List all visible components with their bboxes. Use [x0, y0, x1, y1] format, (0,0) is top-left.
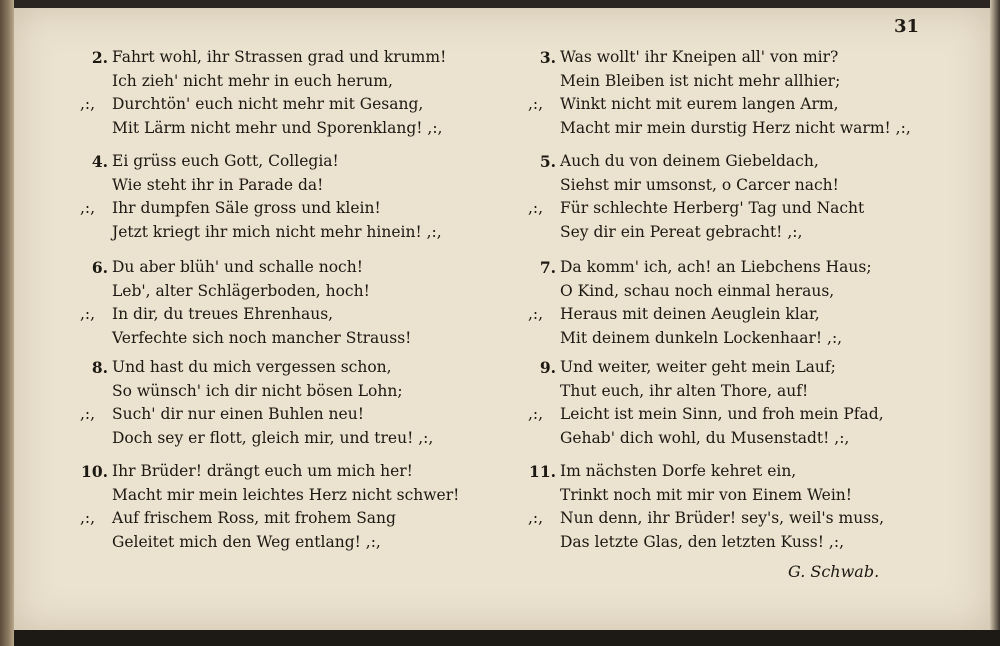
- book-spine: [0, 0, 14, 646]
- stanza-number: 3.: [539, 48, 556, 67]
- line-text: Heraus mit deinen Aeuglein klar,: [560, 305, 820, 323]
- repeat-mark: ,:,: [528, 199, 544, 217]
- page-edge: [990, 0, 1000, 646]
- line-text: Trinkt noch mit mir von Einem Wein!: [560, 485, 853, 504]
- stanza-line: [80, 174, 510, 198]
- line-text: Macht mir mein durstig Herz nicht warm! ,:,: [560, 118, 911, 137]
- line-text: Leicht ist mein Sinn, und froh mein Pfad,: [560, 405, 884, 423]
- stanza-line: [528, 174, 958, 198]
- stanza-line: [80, 531, 510, 555]
- stanza-line: [80, 356, 510, 380]
- stanza-7: [528, 256, 958, 350]
- line-text: Das letzte Glas, den letzten Kuss! ,:,: [560, 532, 844, 551]
- stanza-line: [528, 303, 958, 327]
- line-text: Winkt nicht mit eurem langen Arm,: [560, 95, 839, 113]
- stanza-line: [80, 256, 510, 280]
- repeat-mark: ,:,: [528, 95, 544, 113]
- stanza-number: 10.: [81, 462, 108, 481]
- stanza-line: [528, 197, 958, 221]
- stanza-line: [80, 403, 510, 427]
- stanza-line: [80, 197, 510, 221]
- stanza-line: [80, 460, 510, 484]
- stanza-line: [528, 484, 958, 508]
- author-signature: G. Schwab.: [788, 562, 880, 581]
- repeat-mark: ,:,: [80, 199, 96, 217]
- repeat-mark: ,:,: [528, 405, 544, 423]
- repeat-mark: ,:,: [80, 305, 96, 323]
- stanza-number: 2.: [91, 48, 108, 67]
- stanza-line: [528, 70, 958, 94]
- stanza-line: [528, 150, 958, 174]
- stanza-5: [528, 150, 958, 244]
- stanza-line: [80, 303, 510, 327]
- page-number: 31: [894, 16, 920, 37]
- stanza-line: [80, 221, 510, 245]
- line-text: Mein Bleiben ist nicht mehr allhier;: [560, 71, 841, 90]
- line-text: Im nächsten Dorfe kehret ein,: [560, 462, 797, 480]
- repeat-mark: ,:,: [80, 509, 96, 527]
- stanza-line: [528, 403, 958, 427]
- stanza-number: 4.: [91, 152, 108, 171]
- stanza-line: [528, 221, 958, 245]
- stanza-4: [80, 150, 510, 244]
- line-text: Für schlechte Herberg' Tag und Nacht: [560, 199, 865, 217]
- stanza-line: [528, 380, 958, 404]
- line-text: Gehab' dich wohl, du Musenstadt! ,:,: [560, 428, 850, 447]
- stanza-number: 7.: [539, 258, 556, 277]
- line-text: Ich zieh' nicht mehr in euch herum,: [112, 71, 393, 90]
- stanza-line: [528, 507, 958, 531]
- line-text: Such' dir nur einen Buhlen neu!: [112, 405, 364, 423]
- line-text: Mit deinem dunkeln Lockenhaar! ,:,: [560, 328, 843, 347]
- line-text: Ei grüss euch Gott, Collegia!: [112, 152, 339, 170]
- repeat-mark: ,:,: [528, 305, 544, 323]
- line-text: Fahrt wohl, ihr Strassen grad und krumm!: [112, 48, 447, 66]
- stanza-line: [528, 460, 958, 484]
- line-text: So wünsch' ich dir nicht bösen Lohn;: [112, 381, 403, 400]
- stanza-8: [80, 356, 510, 450]
- stanza-line: [80, 327, 510, 351]
- page-bottom-edge: [14, 630, 1000, 646]
- line-text: Mit Lärm nicht mehr und Sporenklang! ,:,: [112, 118, 443, 137]
- line-text: Thut euch, ihr alten Thore, auf!: [560, 381, 809, 400]
- line-text: Jetzt kriegt ihr mich nicht mehr hinein! ,:,: [112, 222, 442, 241]
- stanza-line: [528, 531, 958, 555]
- stanza-line: [80, 70, 510, 94]
- stanza-line: [528, 327, 958, 351]
- stanza-line: [528, 256, 958, 280]
- stanza-number: 5.: [539, 152, 556, 171]
- stanza-line: [80, 427, 510, 451]
- stanza-line: [80, 484, 510, 508]
- stanza-line: [80, 117, 510, 141]
- stanza-line: [80, 93, 510, 117]
- line-text: Durchtön' euch nicht mehr mit Gesang,: [112, 95, 424, 113]
- line-text: Auch du von deinem Giebeldach,: [560, 152, 819, 170]
- line-text: O Kind, schau noch einmal heraus,: [560, 281, 835, 300]
- line-text: Leb', alter Schlägerboden, hoch!: [112, 281, 370, 300]
- stanza-number: 9.: [539, 358, 556, 377]
- repeat-mark: ,:,: [80, 95, 96, 113]
- line-text: Wie steht ihr in Parade da!: [112, 175, 324, 194]
- stanza-number: 8.: [91, 358, 108, 377]
- line-text: Nun denn, ihr Brüder! sey's, weil's muss,: [560, 509, 885, 527]
- stanza-2: [80, 46, 510, 140]
- stanza-line: [528, 356, 958, 380]
- stanza-line: [80, 46, 510, 70]
- line-text: Ihr Brüder! drängt euch um mich her!: [112, 462, 413, 480]
- stanza-line: [80, 380, 510, 404]
- stanza-number: 11.: [529, 462, 556, 481]
- stanza-line: [528, 427, 958, 451]
- line-text: Du aber blüh' und schalle noch!: [112, 258, 363, 276]
- stanza-line: [528, 117, 958, 141]
- stanza-line: [80, 150, 510, 174]
- line-text: Ihr dumpfen Säle gross und klein!: [112, 199, 381, 217]
- line-text: Macht mir mein leichtes Herz nicht schwer!: [112, 485, 460, 504]
- stanza-6: [80, 256, 510, 350]
- line-text: Auf frischem Ross, mit frohem Sang: [112, 509, 396, 527]
- line-text: In dir, du treues Ehrenhaus,: [112, 305, 334, 323]
- line-text: Geleitet mich den Weg entlang! ,:,: [112, 532, 381, 551]
- stanza-3: [528, 46, 958, 140]
- stanza-10: [80, 460, 510, 554]
- stanza-line: [80, 507, 510, 531]
- line-text: Und weiter, weiter geht mein Lauf;: [560, 358, 836, 376]
- repeat-mark: ,:,: [528, 509, 544, 527]
- line-text: Sey dir ein Pereat gebracht! ,:,: [560, 222, 803, 241]
- stanza-number: 6.: [91, 258, 108, 277]
- stanza-line: [528, 93, 958, 117]
- stanza-11: [528, 460, 958, 554]
- stanza-line: [80, 280, 510, 304]
- line-text: Und hast du mich vergessen schon,: [112, 358, 392, 376]
- line-text: Doch sey er flott, gleich mir, und treu! ,:,: [112, 428, 434, 447]
- line-text: Was wollt' ihr Kneipen all' von mir?: [560, 48, 839, 66]
- line-text: Da komm' ich, ach! an Liebchens Haus;: [560, 258, 872, 276]
- stanza-line: [528, 46, 958, 70]
- stanza-9: [528, 356, 958, 450]
- line-text: Verfechte sich noch mancher Strauss!: [112, 328, 412, 347]
- stanza-line: [528, 280, 958, 304]
- line-text: Siehst mir umsonst, o Carcer nach!: [560, 175, 839, 194]
- repeat-mark: ,:,: [80, 405, 96, 423]
